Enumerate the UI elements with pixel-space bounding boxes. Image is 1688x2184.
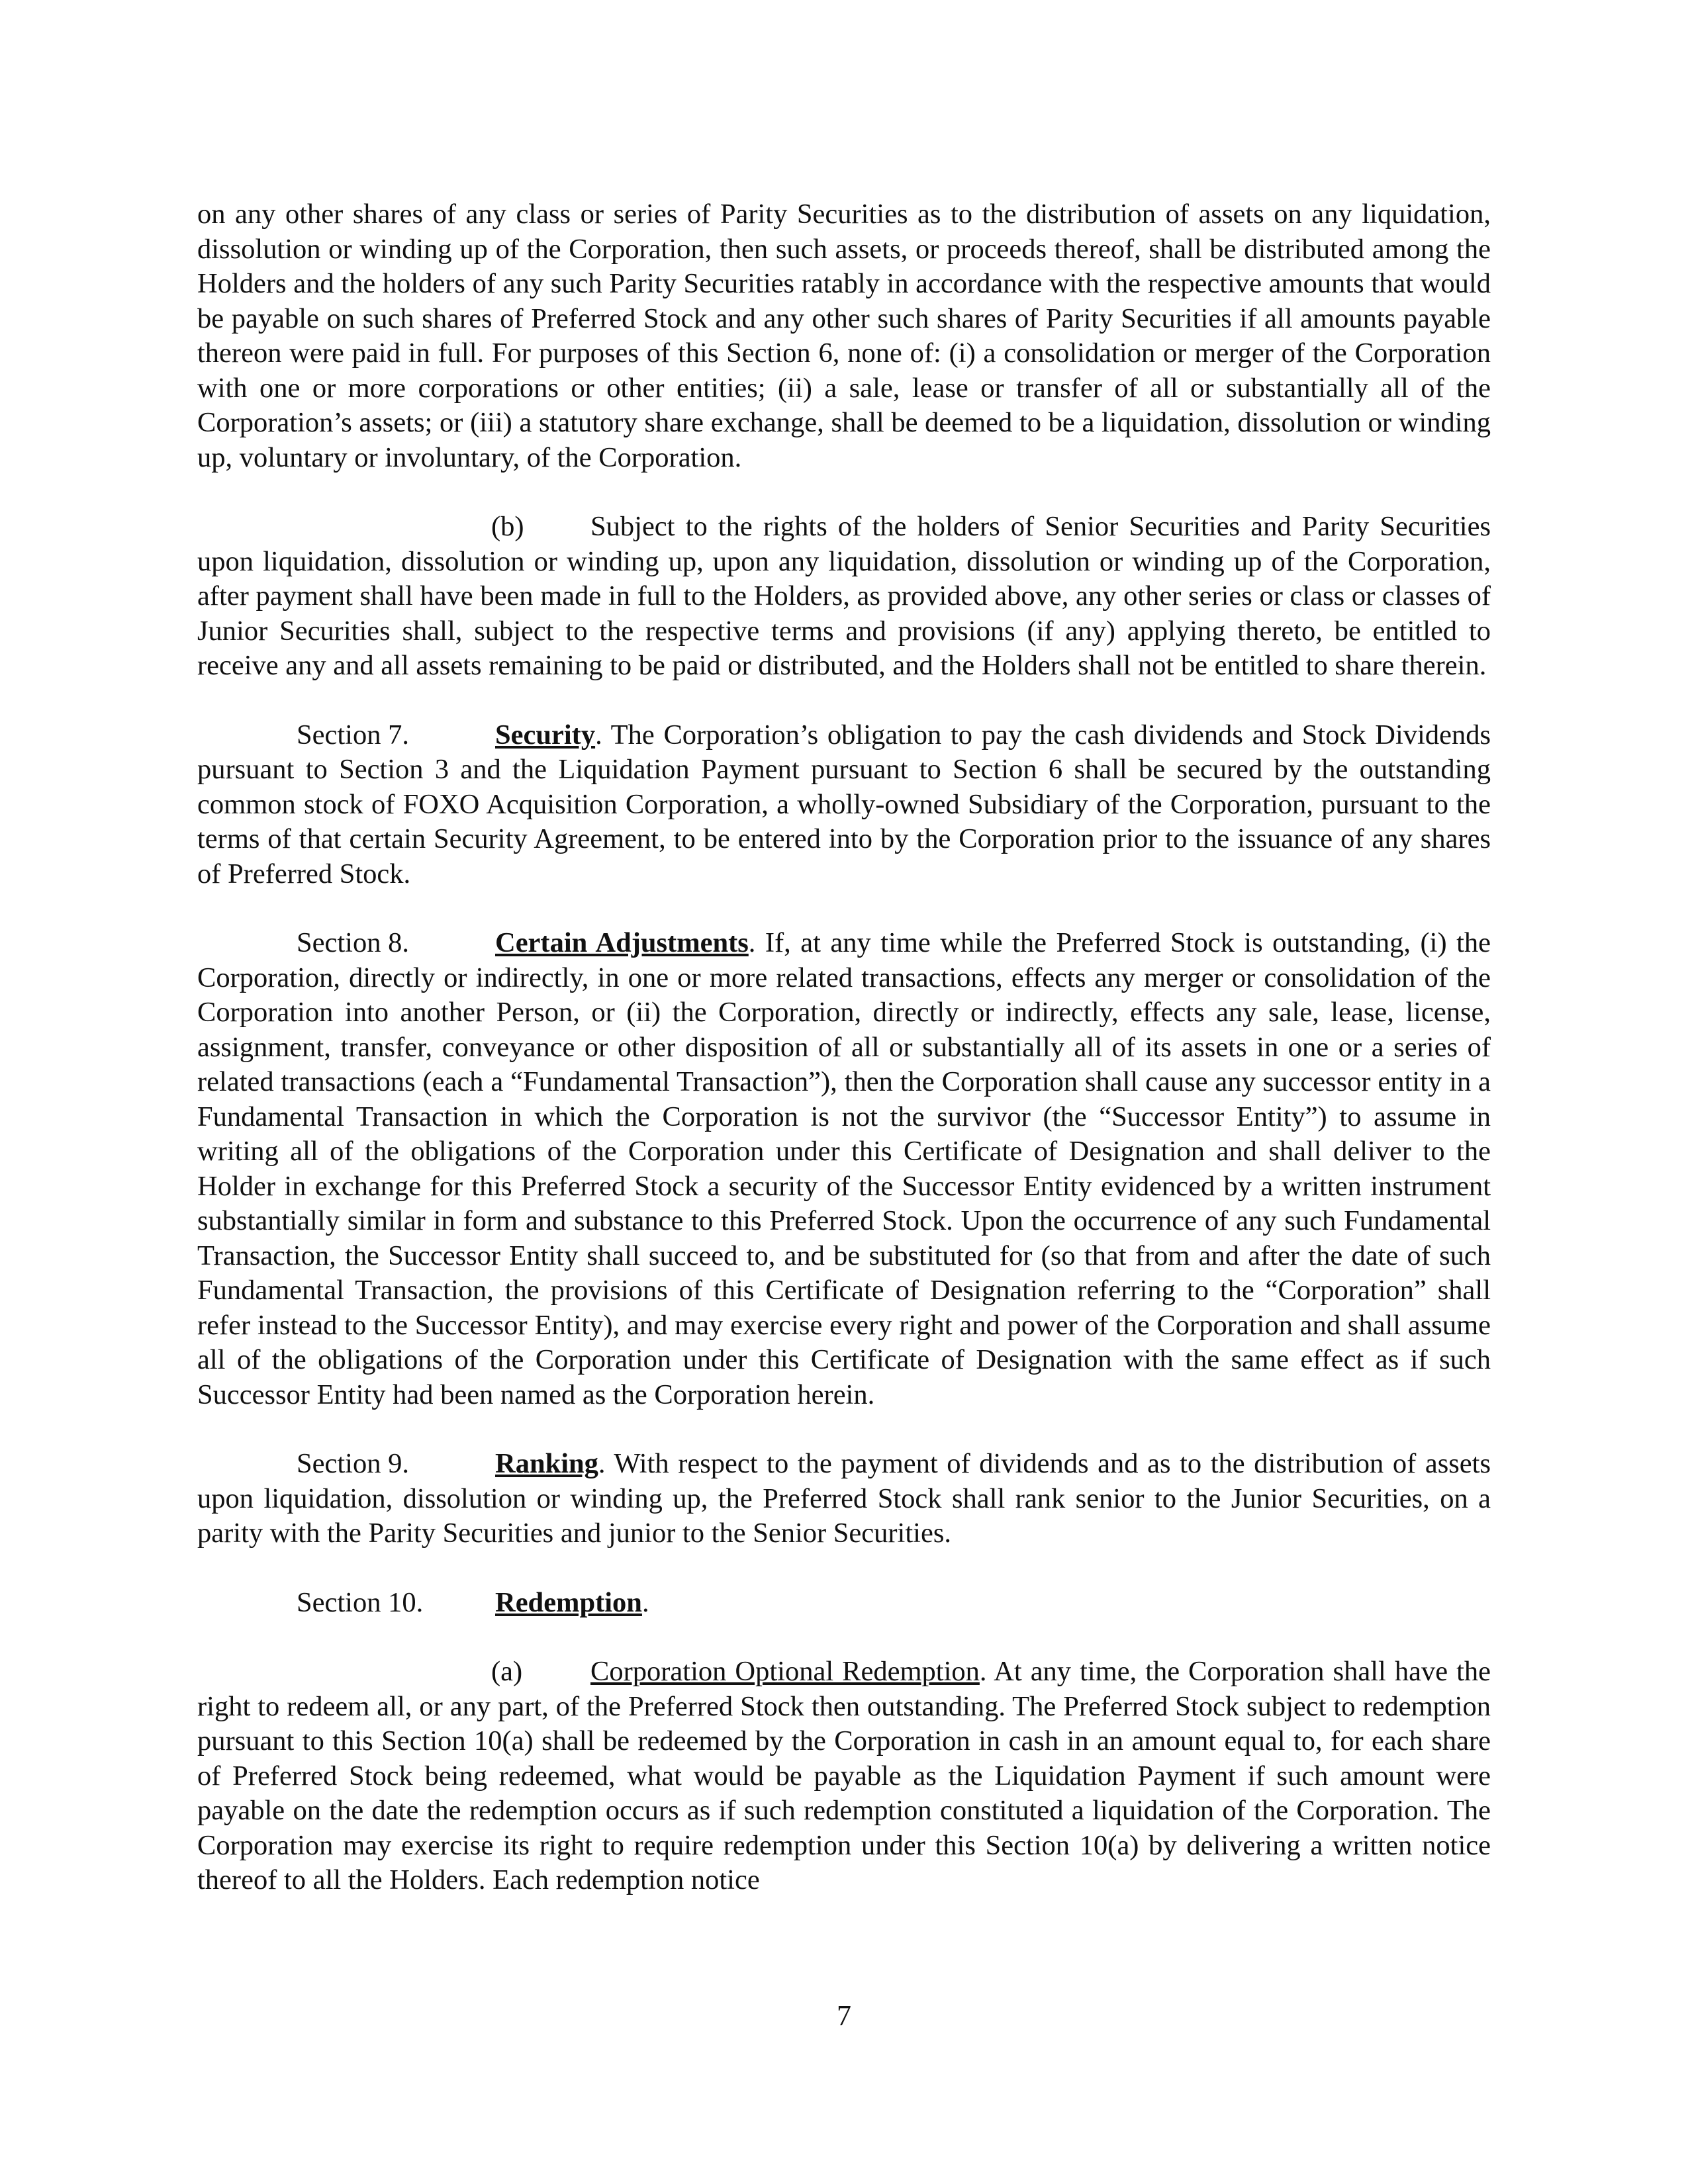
section-7-heading: Security xyxy=(495,719,596,751)
section-10-heading: Redemption xyxy=(495,1586,642,1618)
paragraph-6b-text: Subject to the rights of the holders of Senior Securities and Parity Securities upon liquidation, dissolution or winding up, upon any liquidation, dissolution or winding up of the Corporation, after payment shall have been made in full to the Holders, as provided above, any other series or class or classes of Junior Securities shall, subject to the respective terms and provisions (if any) applying thereto, be entitled to receive any and all assets remaining to be paid or distributed, and the Holders shall not be entitled to share therein. xyxy=(197,511,1491,681)
paragraph-6b xyxy=(197,510,1491,684)
section-9-heading: Ranking xyxy=(495,1448,598,1479)
section-10a-heading: Corporation Optional Redemption xyxy=(590,1656,980,1687)
section-7-text: . The Corporation’s obligation to pay the cash dividends and Stock Dividends pursuant to Section 3 and the Liquidation Payment pursuant to Section 6 shall be secured by the outstanding common stock of FOXO Acquisition Corporation, a wholly-owned Subsidiary of the Corporation, pursuant to the terms of that certain Security Agreement, to be entered into by the Corporation prior to the issuance of any shares of Preferred Stock. xyxy=(197,719,1491,889)
section-8-certain-adjustments xyxy=(197,926,1491,1412)
section-10a-text: . At any time, the Corporation shall have the right to redeem all, or any part, of the Preferred Stock then outstanding. The Preferred Stock subject to redemption pursuant to this Section 10(a) shall be redeemed by the Corporation in cash in an amount equal to, for each share of Preferred Stock being redeemed, what would be payable as the Liquidation Payment if such amount were payable on the date the redemption occurs as if such redemption constituted a liquidation of the Corporation. The Corporation may exercise its right to require redemption under this Section 10(a) by delivering a written notice thereof to all the Holders. Each redemption notice xyxy=(197,1656,1491,1895)
section-9-text: . With respect to the payment of dividends and as to the distribution of assets upon liquidation, dissolution or winding up, the Preferred Stock shall rank senior to the Junior Securities, on a parity with the Parity Securities and junior to the Senior Securities. xyxy=(197,1448,1491,1549)
section-10-label: Section 10. xyxy=(297,1586,424,1618)
section-7-security xyxy=(197,718,1491,892)
page-number: 7 xyxy=(837,1999,851,2032)
subsection-label-b: (b) xyxy=(491,511,524,542)
paragraph-liquidation-continued: on any other shares of any class or series of Parity Securities as to the distribution of assets on any liquidation, dissolution or winding up of the Corporation, then such assets, or proceeds thereof, shall be distributed among the Holders and the holders of any such Parity Securities ratably in accordance with the respective amounts that would be payable on such shares of Preferred Stock and any other such shares of Parity Securities if all amounts payable thereon were paid in full. For purposes of this Section 6, none of: (i) a consolidation or merger of the Corporation with one or more corporations or other entities; (ii) a sale, lease or transfer of all or substantially all of the Corporation’s assets; or (iii) a statutory share exchange, shall be deemed to be a liquidation, dissolution or winding up, voluntary or involuntary, of the Corporation. xyxy=(197,199,1491,473)
section-8-heading: Certain Adjustments xyxy=(495,927,749,958)
section-8-text: . If, at any time while the Preferred Stock is outstanding, (i) the Corporation, directly or indirectly, in one or more related transactions, effects any merger or consolidation of the Corporation into another Person, or (ii) the Corporation, directly or indirectly, effects any sale, lease, license, assignment, transfer, conveyance or other disposition of all or substantially all of its assets in one or a series of related transactions (each a “Fundamental Transaction”), then the Corporation shall cause any successor entity in a Fundamental Transaction in which the Corporation is not the survivor (the “Successor Entity”) to assume in writing all of the obligations of the Corporation under this Certificate of Designation and shall deliver to the Holder in exchange for this Preferred Stock a security of the Successor Entity evidenced by a written instrument substantially similar in form and substance to this Preferred Stock. Upon the occurrence of any such Fundamental Transaction, the Successor Entity shall succeed to, and be substituted for (so that from and after the date of such Fundamental Transaction, the provisions of this Certificate of Designation referring to the “Corporation” shall refer instead to the Successor Entity), and may exercise every right and power of the Corporation and shall assume all of the obligations of the Corporation under this Certificate of Designation with the same effect as if such Successor Entity had been named as the Corporation herein. xyxy=(197,927,1491,1410)
section-9-ranking xyxy=(197,1447,1491,1551)
section-9-label: Section 9. xyxy=(297,1448,409,1479)
section-10-text: . xyxy=(641,1586,649,1618)
section-7-label: Section 7. xyxy=(297,719,409,751)
section-8-label: Section 8. xyxy=(297,927,409,958)
subsection-label-a: (a) xyxy=(491,1656,523,1687)
document-page xyxy=(197,197,1491,1898)
section-10-redemption xyxy=(197,1586,1491,1621)
section-10a-optional-redemption xyxy=(197,1655,1491,1898)
